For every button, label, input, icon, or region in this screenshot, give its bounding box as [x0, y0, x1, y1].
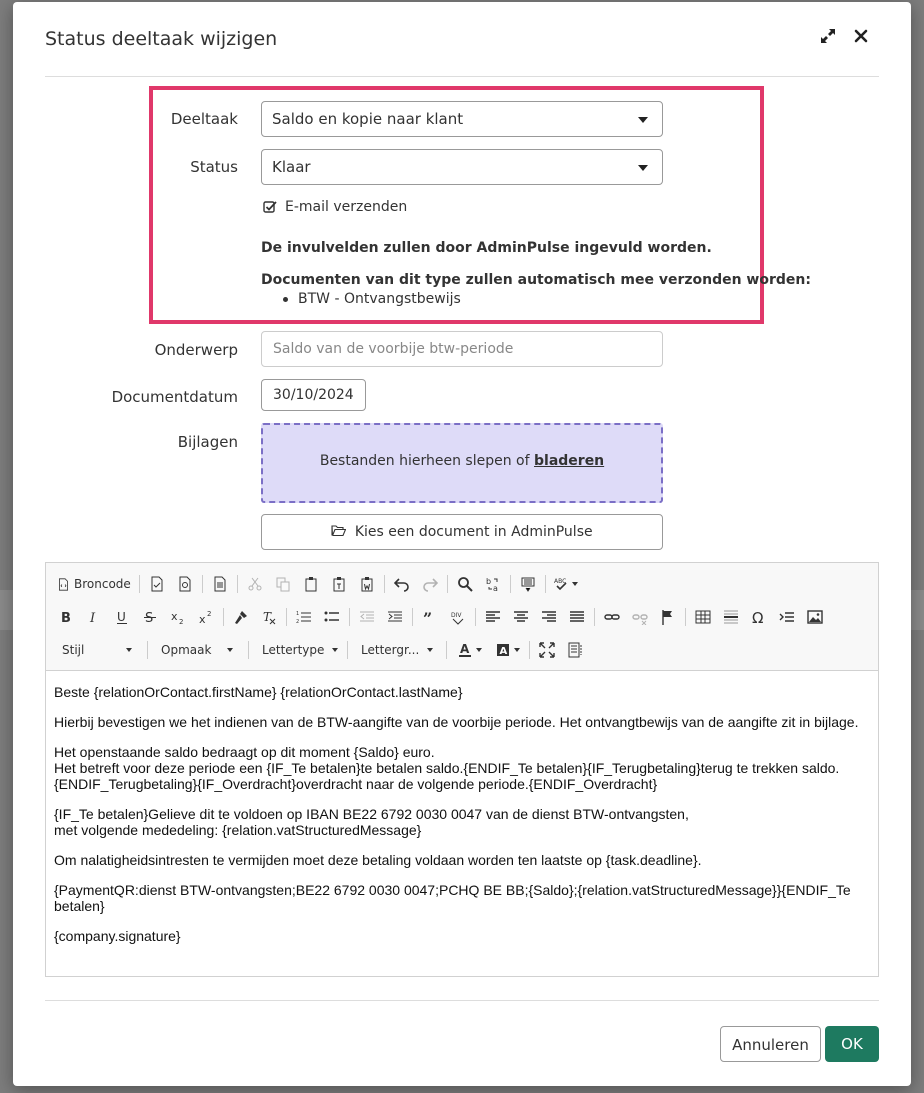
indent-icon[interactable] [383, 605, 407, 629]
editor-paragraph: {company.signature} [54, 928, 181, 944]
paste-icon[interactable] [299, 572, 323, 596]
justify-icon[interactable] [565, 605, 589, 629]
browse-link[interactable]: bladeren [534, 453, 605, 469]
style-combo-label: Stijl [62, 643, 85, 657]
dialog-title: Status deeltaak wijzigen [45, 28, 278, 50]
preview-icon[interactable] [173, 572, 197, 596]
status-dialog [13, 2, 911, 1086]
svg-text:x: x [199, 613, 206, 625]
copy-format-icon[interactable] [229, 605, 253, 629]
svg-text:Ω: Ω [752, 609, 764, 625]
save-icon[interactable] [145, 572, 169, 596]
list-item: BTW - Ontvangstbewijs [298, 291, 461, 307]
editor-line: {IF_Te betalen}Gelieve dit te voldoen op IBAN BE22 6792 0030 0047 van de dienst BTW-ontvangsten, [54, 806, 689, 822]
replace-icon[interactable] [481, 572, 505, 596]
remove-format-icon[interactable] [257, 605, 281, 629]
image-icon[interactable] [803, 605, 827, 629]
style-combo[interactable] [54, 638, 140, 662]
anchor-flag-icon[interactable] [656, 605, 680, 629]
strikethrough-icon[interactable] [138, 605, 162, 629]
font-size-combo-label: Lettergr... [361, 643, 420, 657]
paste-text-icon[interactable] [327, 572, 351, 596]
svg-text:1: 1 [296, 611, 300, 617]
checkbox-checked-icon[interactable] [263, 200, 277, 214]
align-left-icon[interactable] [481, 605, 505, 629]
background-band [0, 590, 13, 630]
footer-divider [45, 1000, 879, 1001]
choose-document-button[interactable] [261, 514, 663, 550]
find-icon[interactable] [453, 572, 477, 596]
underline-icon[interactable] [110, 605, 134, 629]
ok-button[interactable]: OK [825, 1026, 879, 1062]
page-break-icon[interactable] [775, 605, 799, 629]
source-button[interactable] [54, 572, 134, 596]
svg-text:b: b [485, 577, 491, 586]
close-icon[interactable] [851, 26, 871, 48]
chevron-down-icon [638, 117, 648, 123]
rich-text-editor [45, 562, 879, 977]
format-combo[interactable] [153, 638, 241, 662]
header-divider [45, 76, 879, 77]
svg-text:2: 2 [179, 618, 184, 625]
onderwerp-label: Onderwerp [154, 341, 238, 359]
svg-text:x: x [171, 610, 178, 623]
svg-text:S: S [145, 611, 154, 625]
expand-icon[interactable] [818, 26, 838, 48]
editor-paragraph [54, 806, 870, 838]
undo-icon[interactable] [390, 572, 414, 596]
folder-open-icon [331, 524, 346, 537]
deeltaak-select[interactable] [261, 101, 663, 137]
editor-paragraph: Om nalatigheidsintresten te vermijden moet deze betaling voldaan worden ten laatste op {task.deadline}. [54, 852, 702, 868]
editor-toolbar [46, 563, 878, 671]
onderwerp-input[interactable]: Saldo van de voorbije btw-periode [261, 331, 663, 367]
text-color-icon[interactable] [452, 638, 486, 662]
bullet [283, 297, 288, 302]
div-container-icon[interactable] [446, 605, 470, 629]
select-all-icon[interactable] [516, 572, 540, 596]
editor-paragraph [54, 744, 870, 792]
blockquote-icon[interactable] [418, 605, 442, 629]
editor-line: met volgende mededeling: {relation.vatStructuredMessage} [54, 822, 422, 838]
align-center-icon[interactable] [509, 605, 533, 629]
choose-document-label: Kies een document in AdminPulse [354, 524, 593, 540]
attachments-dropzone[interactable] [261, 423, 663, 503]
editor-line: betalen} [54, 898, 105, 914]
editor-line: Het openstaande saldo bedraagt op dit moment {Saldo} euro. [54, 744, 435, 760]
outdent-icon[interactable] [355, 605, 379, 629]
subscript-icon[interactable] [166, 605, 190, 629]
italic-icon[interactable] [82, 605, 106, 629]
templates-icon[interactable] [208, 572, 232, 596]
svg-text:2: 2 [296, 619, 300, 625]
status-label: Status [190, 158, 238, 176]
svg-text:2: 2 [207, 610, 212, 618]
show-blocks-icon[interactable] [563, 638, 587, 662]
bold-icon[interactable] [54, 605, 78, 629]
email-checkbox[interactable] [263, 199, 407, 215]
maximize-icon[interactable] [535, 638, 559, 662]
deeltaak-value: Saldo en kopie naar klant [272, 110, 464, 128]
special-character-icon[interactable] [747, 605, 771, 629]
font-size-combo[interactable] [353, 638, 439, 662]
svg-text:ABC: ABC [553, 578, 567, 585]
source-label: Broncode [74, 577, 131, 591]
format-combo-label: Opmaak [161, 643, 212, 657]
cancel-button[interactable]: Annuleren [720, 1026, 821, 1062]
editor-content[interactable] [46, 672, 878, 970]
deeltaak-label: Deeltaak [170, 110, 238, 128]
superscript-icon[interactable] [194, 605, 218, 629]
numbered-list-icon[interactable] [292, 605, 316, 629]
documentdatum-label: Documentdatum [111, 388, 238, 406]
email-checkbox-label: E-mail verzenden [285, 199, 408, 215]
svg-text:T: T [263, 610, 272, 624]
documents-note: Documenten van dit type zullen automatisch mee verzonden worden: [261, 272, 811, 288]
spellcheck-icon[interactable] [551, 572, 581, 596]
svg-text:B: B [61, 611, 71, 625]
background-color-icon[interactable] [490, 638, 524, 662]
bulleted-list-icon[interactable] [320, 605, 344, 629]
chevron-down-icon [638, 165, 648, 171]
horizontal-rule-icon[interactable] [719, 605, 743, 629]
documents-list [283, 291, 461, 307]
svg-text:A: A [499, 646, 507, 657]
editor-paragraph: Hierbij bevestigen we het indienen van de BTW-aangifte van de voorbije periode. Het ontvangtbewijs van de aangifte zit in bijlage. [54, 714, 859, 730]
status-select[interactable] [261, 149, 663, 185]
background-band [911, 590, 924, 630]
documentdatum-input[interactable]: 30/10/2024 [261, 379, 366, 411]
editor-line: {ENDIF_Terugbetaling}{IF_Overdracht}overdracht naar de volgende periode.{ENDIF_Overdracht} [54, 776, 658, 792]
editor-line: Het betreft voor deze periode een {IF_Te betalen}te betalen saldo.{ENDIF_Te betalen}{IF_Terugbetaling}terug te trekken saldo. [54, 760, 840, 776]
redo-icon[interactable] [418, 572, 442, 596]
align-right-icon[interactable] [537, 605, 561, 629]
dropzone-text: Bestanden hierheen slepen of [319, 453, 530, 469]
svg-text:A: A [459, 642, 469, 656]
svg-text:DIV: DIV [451, 612, 462, 619]
svg-text:I: I [90, 611, 96, 625]
editor-paragraph: Beste {relationOrContact.firstName} {relationOrContact.lastName} [54, 684, 463, 700]
table-icon[interactable] [691, 605, 715, 629]
copy-icon[interactable] [271, 572, 295, 596]
status-value: Klaar [272, 158, 311, 176]
editor-line: {PaymentQR:dienst BTW-ontvangsten;BE22 6792 0030 0047;PCHQ BE BB;{Saldo};{relation.vatStructuredMessage}}{ENDIF_Te [54, 882, 851, 898]
editor-paragraph [54, 882, 870, 914]
cut-icon[interactable] [243, 572, 267, 596]
link-icon[interactable] [600, 605, 624, 629]
font-combo-label: Lettertype [262, 643, 325, 657]
svg-text:”: ” [423, 609, 433, 625]
svg-text:U: U [117, 610, 126, 624]
paste-word-icon[interactable] [355, 572, 379, 596]
unlink-icon[interactable] [628, 605, 652, 629]
font-combo[interactable] [254, 638, 340, 662]
source-icon [57, 578, 70, 591]
fields-note: De invulvelden zullen door AdminPulse ingevuld worden. [261, 240, 712, 256]
bijlagen-label: Bijlagen [177, 433, 238, 451]
svg-text:a: a [492, 584, 498, 592]
